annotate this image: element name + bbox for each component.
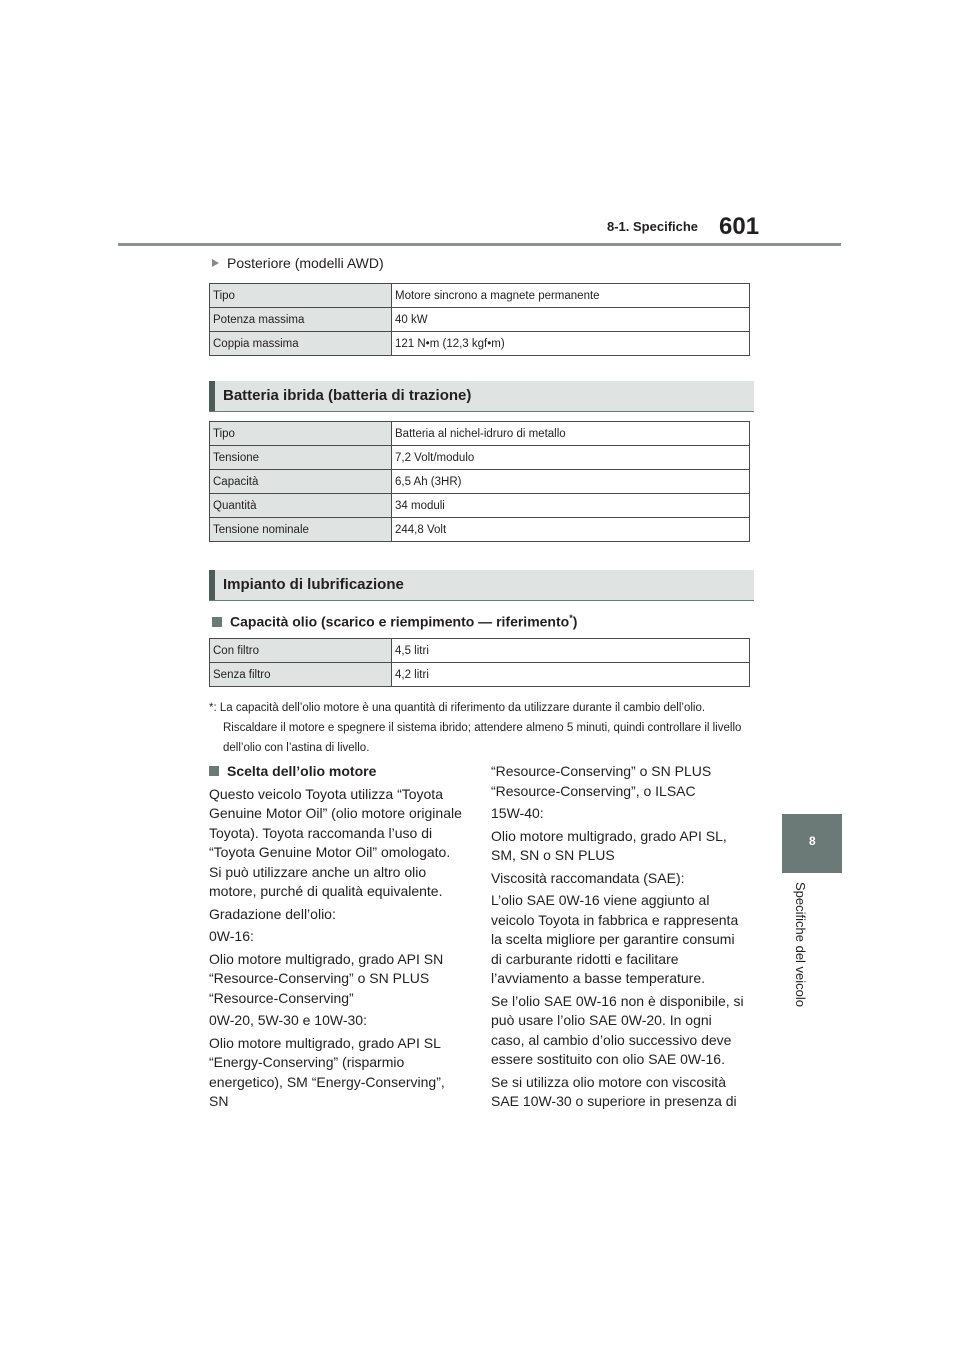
page-number: 601: [719, 213, 760, 240]
chapter-label: Specifiche del veicolo: [793, 882, 808, 1008]
square-bullet-icon: [212, 617, 222, 627]
table-row: [210, 284, 750, 308]
cell-value: 6,5 Ah (3HR): [392, 470, 750, 494]
paragraph: Olio motore multigrado, grado API SL “Energy-Conserving” (risparmio energetico), SM “Energy-Conserving”, SN: [209, 1034, 445, 1109]
footnote: [209, 698, 754, 758]
chapter-number: 8: [809, 834, 816, 848]
footnote-mark: *: [569, 613, 573, 623]
battery-table: [209, 421, 750, 542]
paragraph: Se si utilizza olio motore con viscosità SAE 10W-30 o superiore in presenza di: [491, 1073, 737, 1109]
oil-heading-end: ): [572, 613, 578, 630]
cell-key: Senza filtro: [210, 663, 392, 687]
cell-value: Batteria al nichel-idruro di metallo: [392, 422, 750, 446]
table-row: [210, 332, 750, 356]
cell-key: Tipo: [210, 284, 392, 308]
table-row: [210, 639, 750, 663]
left-column: [209, 762, 464, 1115]
cell-value: 34 moduli: [392, 494, 750, 518]
table-row: [210, 446, 750, 470]
paragraph: “Resource-Conserving” o SN PLUS “Resource-Conserving”, o ILSAC: [491, 763, 712, 799]
battery-section-header: [209, 381, 754, 412]
cell-key: Potenza massima: [210, 308, 392, 332]
lubrication-title: Impianto di lubrificazione: [223, 576, 404, 593]
paragraph: Gradazione dell’olio:: [209, 905, 336, 922]
rear-motor-table: [209, 283, 750, 356]
cell-key: Con filtro: [210, 639, 392, 663]
table-row: [210, 422, 750, 446]
paragraph: Olio motore multigrado, grado API SN “Resource-Conserving” o SN PLUS “Resource-Conserving”: [209, 950, 444, 1006]
section-title: 8-1. Specifiche: [607, 219, 699, 234]
lubrication-section-header: [209, 570, 754, 601]
cell-value: 4,5 litri: [392, 639, 750, 663]
footnote-mark: *:: [209, 702, 217, 714]
paragraph: Se l’olio SAE 0W-16 non è disponibile, si può usare l’olio SAE 0W-20. In ogni caso, al cambio d’olio successivo deve essere sostituito con olio SAE 0W-16.: [491, 992, 744, 1067]
table-row: [210, 494, 750, 518]
cell-value: 40 kW: [392, 308, 750, 332]
table-row: [210, 308, 750, 332]
table-row: [210, 518, 750, 542]
cell-value: Motore sincrono a magnete permanente: [392, 284, 750, 308]
cell-value: 7,2 Volt/modulo: [392, 446, 750, 470]
cell-key: Tipo: [210, 422, 392, 446]
cell-value: 4,2 litri: [392, 663, 750, 687]
cell-key: Capacità: [210, 470, 392, 494]
oil-choice-title: Scelta dell’olio motore: [227, 763, 377, 779]
rear-motor-title: Posteriore (modelli AWD): [227, 255, 384, 271]
header-rule: [118, 243, 841, 246]
right-column: [491, 762, 746, 1115]
paragraph: Olio motore multigrado, grado API SL, SM, SN o SN PLUS: [491, 827, 727, 863]
footnote-text: La capacità dell’olio motore è una quantità di riferimento da utilizzare durante il cambio dell’olio. Riscaldare il motore e spegnere il sistema ibrido; attendere almeno 5 minuti, quindi controllare il livello dell’olio con l’astina di livello.: [219, 702, 742, 754]
oil-heading-text: Capacità olio (scarico e riempimento — riferimento: [230, 613, 570, 630]
oil-capacity-heading: [212, 613, 577, 630]
paragraph: 0W-20, 5W-30 e 10W-30:: [209, 1012, 367, 1028]
table-row: [210, 663, 750, 687]
oil-choice-heading: [209, 762, 464, 782]
triangle-bullet-icon: [212, 259, 219, 267]
paragraph: 15W-40:: [491, 805, 544, 821]
battery-title: Batteria ibrida (batteria di trazione): [223, 387, 472, 404]
paragraph: Viscosità raccomandata (SAE):: [491, 869, 685, 886]
table-row: [210, 470, 750, 494]
rear-motor-heading: [212, 255, 384, 271]
cell-key: Tensione nominale: [210, 518, 392, 542]
square-bullet-icon: [209, 766, 219, 776]
cell-value: 244,8 Volt: [392, 518, 750, 542]
oil-capacity-table: [209, 638, 750, 687]
cell-key: Tensione: [210, 446, 392, 470]
cell-value: 121 N•m (12,3 kgf•m): [392, 332, 750, 356]
paragraph: L’olio SAE 0W-16 viene aggiunto al veicolo Toyota in fabbrica e rappresenta la scelta migliore per garantire consumi di carburante ridotti e facilitare l’avviamento a basse temperature.: [491, 892, 739, 986]
paragraph: Questo veicolo Toyota utilizza “Toyota Genuine Motor Oil” (olio motore originale Toyota). Toyota raccomanda l’uso di “Toyota Genuine Motor Oil” omologato. Si può utilizzare anche un altro olio motore, purché di qualità equivalente.: [209, 785, 462, 899]
paragraph: 0W-16:: [209, 928, 254, 944]
chapter-tab: [782, 814, 842, 873]
cell-key: Coppia massima: [210, 332, 392, 356]
cell-key: Quantità: [210, 494, 392, 518]
